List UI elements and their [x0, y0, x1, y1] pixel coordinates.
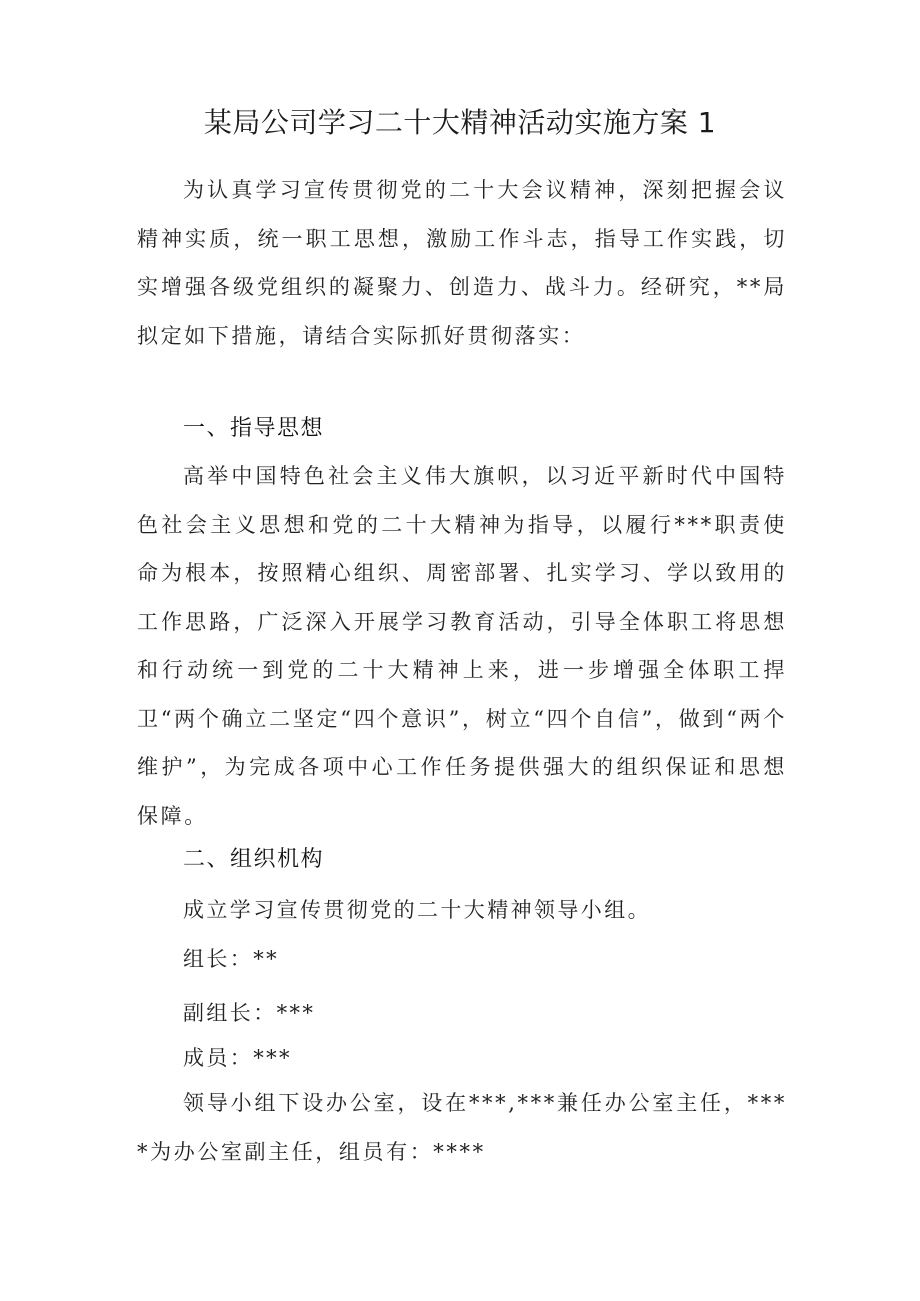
document-title: 某局公司学习二十大精神活动实施方案 1 — [203, 106, 717, 139]
deputy-leader-line: 副组长：*** — [183, 1001, 316, 1025]
section-heading-organization: 二、组织机构 — [183, 847, 325, 872]
organization-intro-line: 成立学习宣传贯彻党的二十大精神领导小组。 — [183, 898, 651, 922]
intro-paragraph: 为认真学习宣传贯彻党的二十大会议精神，深刻把握会议精神实质，统一职工思想，激励工作斗志，指导工作实践，切实增强各级党组织的凝聚力、创造力、战斗力。经研究，**局拟定如下措施，请结合实际抓好贯彻落实： — [137, 178, 787, 348]
members-line: 成员：*** — [183, 1046, 292, 1070]
guiding-ideology-paragraph: 高举中国特色社会主义伟大旗帜，以习近平新时代中国特色社会主义思想和党的二十大精神为指导，以履行***职责使命为根本，按照精心组织、周密部署、扎实学习、学以致用的工作思路，广泛深入开展学习教育活动，引导全体职工将思想和行动统一到党的二十大精神上来，进一步增强全体职工捍卫“两个确立二坚定“四个意识”，树立“四个自信”，做到“两个维护”，为完成各项中心工作任务提供强大的组织保证和思想保障。 — [137, 464, 787, 828]
section-heading-guiding-ideology: 一、指导思想 — [183, 416, 325, 441]
office-paragraph: 领导小组下设办公室，设在***,***兼任办公室主任，****为办公室副主任，组员有：**** — [137, 1091, 787, 1164]
group-leader-line: 组长：** — [183, 947, 279, 971]
